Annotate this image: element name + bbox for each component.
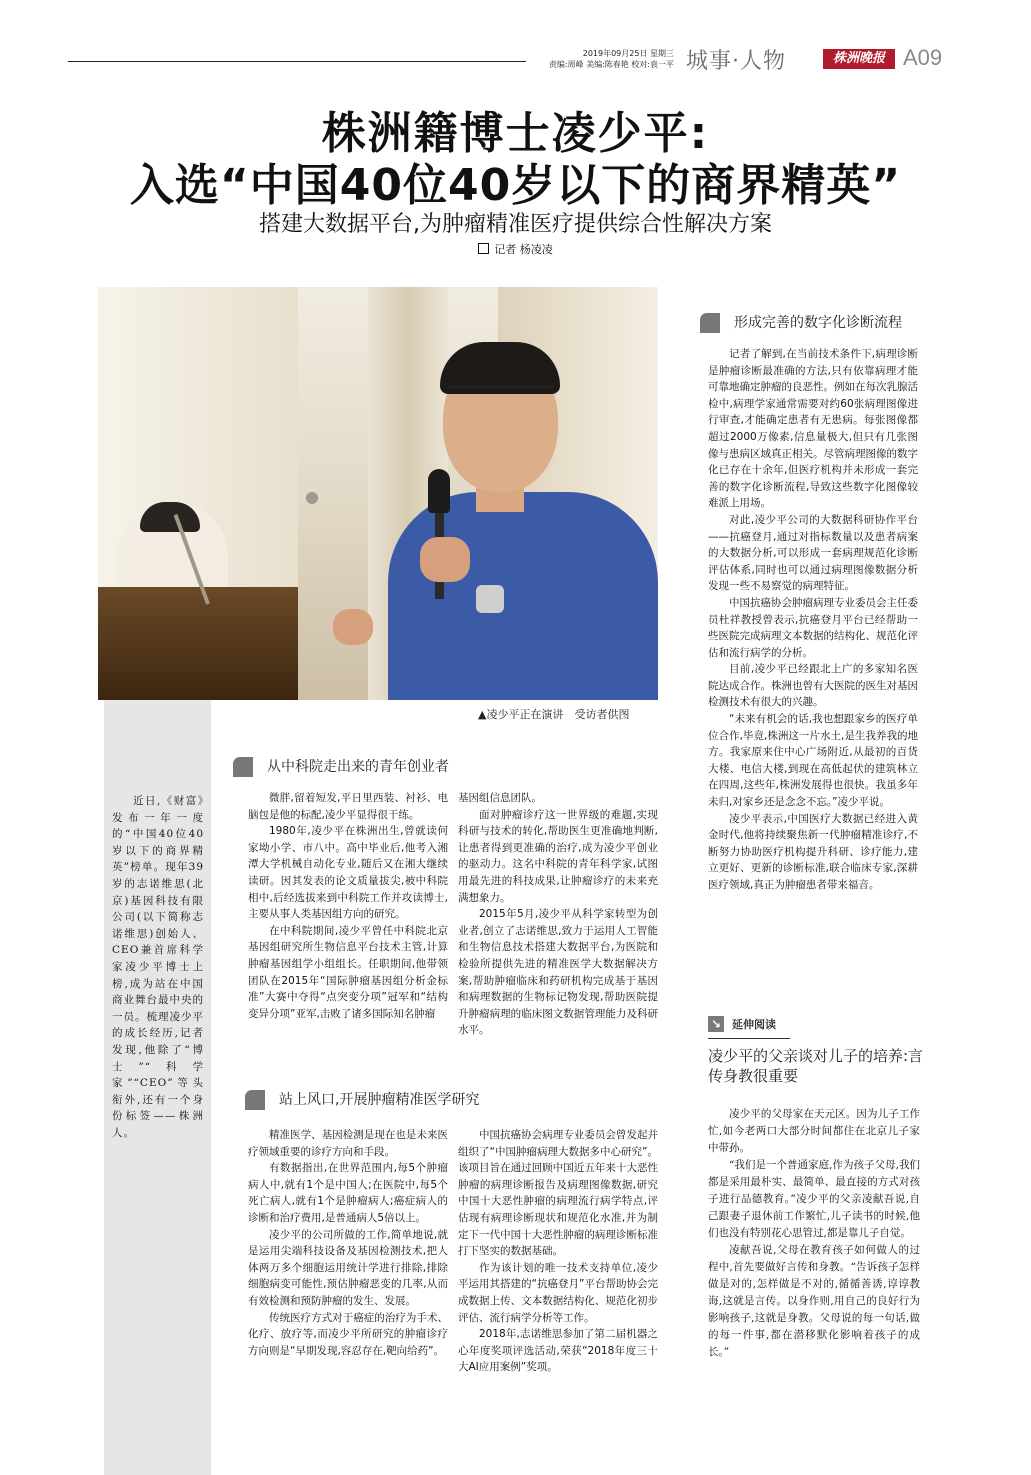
photo-table xyxy=(98,587,298,700)
headline-subtitle: 搭建大数据平台,为肿瘤精准医疗提供综合性解决方案 xyxy=(259,212,772,237)
byline-text: 记者 杨凌凌 xyxy=(494,243,553,256)
paragraph: “我们是一个普通家庭,作为孩子父母,我们都是采用最朴实、最简单、最直接的方式对孩子进行品德教育。”凌少平的父亲凌献吾说,自己跟妻子退休前工作繁忙,儿子读书的时候,他们也没有特别花心思管过,都是靠儿子自觉。 xyxy=(708,1159,920,1239)
column-precision-c xyxy=(248,1127,448,1359)
issue-date: 2019年09月25日 星期三 xyxy=(582,49,674,58)
paragraph: “未来有机会的话,我也想跟家乡的医疗单位合作,毕竟,株洲这一片水土,是生我养我的地方。我家原来住中心广场附近,从最初的百货大楼、电信大楼,到现在高低起伏的建筑林立在四周,这些年,株洲发展得也很快。我虽多年未归,对家乡还是念念不忘。”凌少平说。 xyxy=(708,713,918,809)
paragraph: 基因组信息团队。 xyxy=(458,792,542,804)
paragraph: 1980年,凌少平在株洲出生,曾就读何家坳小学、市八中。高中毕业后,他考入湘潭大学机械自动化专业,随后又在湘大继续读研。因其发表的论文质量拔尖,被中科院相中,后经选拔来到中科院工作并攻读博士,主要从事人类基因组方向的研究。 xyxy=(248,825,448,921)
section-heading-text: 从中科院走出来的青年创业者 xyxy=(267,759,449,775)
paragraph: 中国抗癌协会病理专业委员会曾发起并组织了“中国肿瘤病理大数据多中心研究”。该项目旨在通过回顾中国近五年来十大恶性肿瘤的病理诊断报告及病理图像数据,研究中国十大恶性肿瘤的病理流行病学特点,评估现有病理诊断现状和规范化水准,并为制定下一代中国十大恶性肿瘤的病理诊断标准打下坚实的数据基础。 xyxy=(458,1129,658,1258)
column-digital xyxy=(708,346,918,894)
arrow-down-right-icon: ↘ xyxy=(708,1016,724,1032)
photo-caption: ▲凌少平正在演讲 受访者供图 xyxy=(478,708,630,721)
paragraph: 2015年5月,凌少平从科学家转型为创业者,创立了志诺维思,致力于运用人工智能和生物信息技术搭建大数据平台,为医院和检验所提供先进的精准医学大数据解决方案,帮助肿瘤临床和药研机构完成基于基因和病理数据的生物标记物发现,帮助医院提升肿瘤病理的临床图文数据管理能力及科研水平。 xyxy=(458,908,658,1037)
photo-hand xyxy=(420,537,470,582)
paragraph: 凌少平表示,中国医疗大数据已经进入黄金时代,他将持续聚焦新一代肿瘤精准诊疗,不断努力协助医疗机构提升科研、诊疗能力,建立更好、更新的诊断标准,联合临床专家,深耕医疗领域,真正为肿瘤患者带来福音。 xyxy=(708,812,918,891)
paragraph: 2018年,志诺维思参加了第二届机器之心年度奖项评选活动,荣获“2018年度三十大AI应用案例”奖项。 xyxy=(458,1328,658,1374)
section-marker-icon xyxy=(233,757,253,777)
paragraph: 凌献吾说,父母在教育孩子如何做人的过程中,首先要做好言传和身教。“告诉孩子怎样做是对的,怎样做是不对的,循循善诱,谆谆教诲,这就是言传。以身作则,用自己的良好行为影响孩子,这就是身教。父母说的每一句话,做的每一件事,都在潜移默化影响着孩子的成长。” xyxy=(708,1244,920,1358)
extended-reading-title: 凌少平的父亲谈对儿子的培养:言传身教很重要 xyxy=(708,1047,924,1085)
section-heading-digital xyxy=(700,313,902,333)
paragraph: 凌少平的公司所做的工作,简单地说,就是运用尖端科技设备及基因检测技术,把人体两万多个细胞运用统计学进行排除,排除细胞病变可能性,预估肿瘤恶变的几率,从而有效检测和预防肿瘤的发生、发展。 xyxy=(248,1228,448,1307)
photo-microphone xyxy=(428,469,450,513)
headline-line-1: 株洲籍博士凌少平: xyxy=(321,108,710,159)
paragraph: 在中科院期间,凌少平曾任中科院北京基因组研究所生物信息平台技术主管,计算肿瘤基因组学小组组长。任职期间,他带领团队在2015年“国际肿瘤基因组分析金标准”大赛中夺得“点突变分项”冠军和“结构变异分项”亚军,击败了诸多国际知名肿瘤 xyxy=(248,924,448,1020)
paragraph: 面对肿瘤诊疗这一世界级的难题,实现科研与技术的转化,帮助医生更准确地判断,让患者得到更准确的治疗,成为凌少平创业的驱动力。这名中科院的青年科学家,试图用最先进的科技成果,让肿瘤诊疗的未来充满想象力。 xyxy=(458,808,658,904)
byline xyxy=(0,243,1031,257)
paragraph: 精准医学、基因检测是现在也是未来医疗领域重要的诊疗方向和手段。 xyxy=(248,1129,448,1158)
paragraph: 对此,凌少平公司的大数据科研协作平台——抗癌登月,通过对指标数量以及患者病案的大数据分析,可以形成一套病理规范化诊断评估体系,同时也可以通过病理图像数据分析发现一些不易察觉的病理特征。 xyxy=(708,513,918,593)
paragraph: 目前,凌少平已经跟北上广的多家知名医院达成合作。株洲也曾有大医院的医生对基因检测技术有很大的兴趣。 xyxy=(708,663,918,709)
paragraph: 凌少平的父母家在天元区。因为儿子工作忙,如今老两口大部分时间都住在北京儿子家中带孙。 xyxy=(708,1108,920,1154)
photo-speaker-shirt xyxy=(388,492,658,700)
paragraph: 作为该计划的唯一技术支持单位,凌少平运用其搭建的“抗癌登月”平台帮助协会完成数据上传、文本数据结构化、规范化初步评估、流行病学分析等工作。 xyxy=(458,1261,658,1324)
section-marker-icon xyxy=(245,1090,265,1110)
paragraph: 记者了解到,在当前技术条件下,病理诊断是肿瘤诊断最准确的方法,只有依靠病理才能可靠地确定肿瘤的良恶性。例如在每次乳腺活检中,病理学家通常需要对约60张病理图像进行审查,才能确定患者有无患病。每张图像都超过2000万像素,信息量极大,但只有几张图像与患病区域真正相关。尽管病理图像的数字化已存在十余年,但医疗机构并未形成一套完善的数字化诊断流程,导致这些数字化图像较难派上用场。 xyxy=(708,348,918,510)
paragraph: 传统医疗方式对于癌症的治疗为手术、化疗、放疗等,而凌少平所研究的肿瘤诊疗方向则是“早期发现,容忍存在,靶向给药”。 xyxy=(248,1311,448,1357)
column-precision-d xyxy=(458,1127,658,1376)
photo-speaker-glasses xyxy=(448,385,554,408)
headline-line-2: 入选“中国40位40岁以下的商界精英” xyxy=(129,160,902,211)
paragraph: 微胖,留着短发,平日里西装、衬衫、电脑包是他的标配,凌少平显得很干练。 xyxy=(248,792,448,821)
section-heading-precision xyxy=(245,1090,479,1110)
column-young-a xyxy=(248,790,448,1022)
column-young-b xyxy=(458,790,658,1039)
photo-watch xyxy=(476,585,504,613)
extended-reading-label-text: 延伸阅读 xyxy=(732,1018,776,1031)
extended-reading-label xyxy=(708,1016,776,1032)
paragraph: 有数据指出,在世界范围内,每5个肿瘤病人中,就有1个是中国人;在医院中,每5个死亡病人,就有1个是肿瘤病人;癌症病人的诊断和治疗费用,是普通病人5倍以上。 xyxy=(248,1162,448,1224)
section-marker-icon xyxy=(700,313,720,333)
photo-hand-clicker xyxy=(333,609,373,645)
paragraph: 中国抗癌协会肿瘤病理专业委员会主任委员杜祥教授曾表示,抗癌登月平台已经帮助一些医院完成病理文本数据的结构化、规范化评估和流行病学的分析。 xyxy=(708,596,918,659)
section-heading-text: 形成完善的数字化诊断流程 xyxy=(734,315,902,331)
section-title: 城事·人物 xyxy=(686,49,786,74)
header-meta xyxy=(534,48,674,70)
article-photo xyxy=(98,287,658,700)
photo-mic-head xyxy=(306,492,318,504)
section-heading-young xyxy=(233,757,449,777)
page-number: A09 xyxy=(903,45,943,70)
paper-logo: 株洲晚报 xyxy=(823,49,895,69)
column-extended-reading xyxy=(708,1106,920,1361)
editor-credits: 责编:周峰 美编:陈春艳 校对:袁一平 xyxy=(548,60,674,69)
header-rule xyxy=(68,61,526,62)
byline-box-icon xyxy=(478,243,489,254)
extended-reading-rule xyxy=(708,1038,790,1039)
paragraph: 近日,《财富》发布一年一度的“中国40位40岁以下的商界精英”榜单。现年39岁的志诺维思(北京)基因科技有限公司(以下简称志诺维思)创始人、CEO兼首席科学家凌少平博士上榜,成为站在中国商业舞台最中央的一员。梳理凌少平的成长经历,记者发现,他除了“博士”“科学家”“CEO”等头衔外,还有一个身份标签——株洲人。 xyxy=(112,795,204,1139)
sidebar-intro xyxy=(112,793,204,1141)
section-heading-text: 站上风口,开展肿瘤精准医学研究 xyxy=(279,1092,480,1108)
